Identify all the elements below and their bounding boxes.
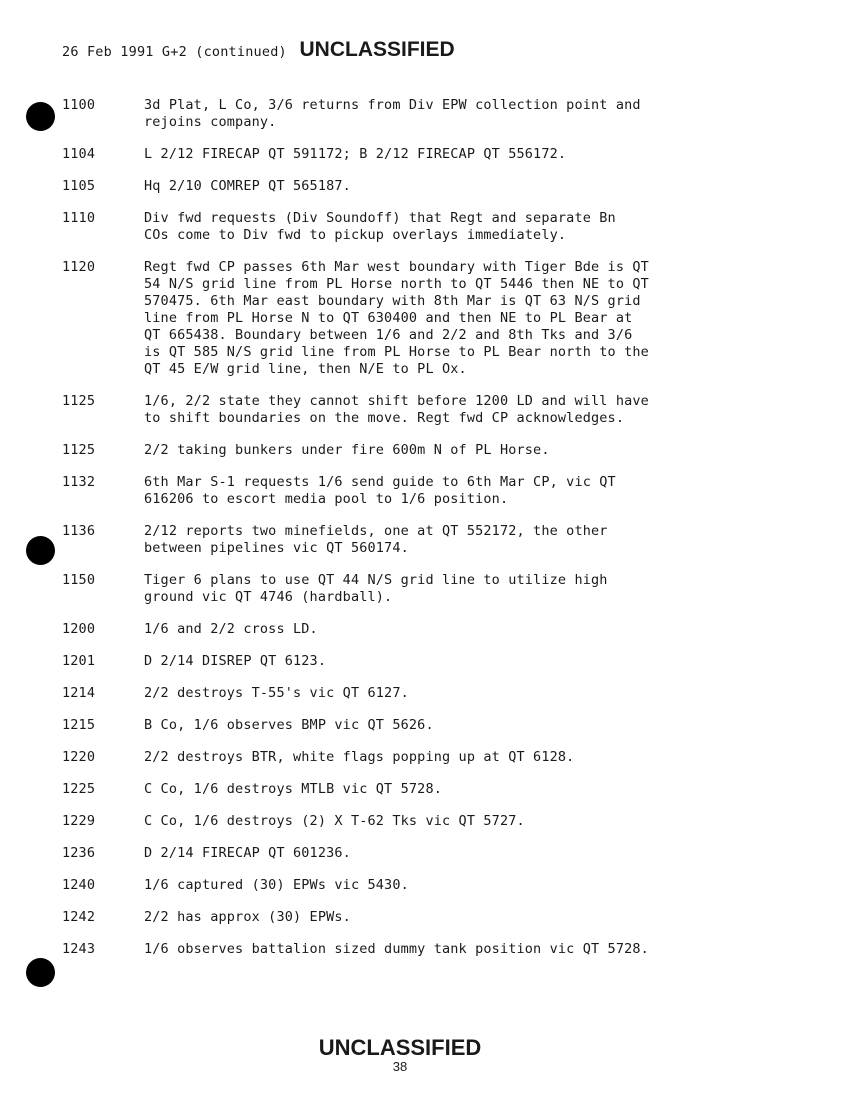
entry-time: 1105 (62, 178, 96, 194)
entry-time: 1125 (62, 442, 96, 458)
entry-time: 1200 (62, 621, 96, 637)
entry-time: 1215 (62, 717, 96, 733)
entry-text: 1/6 captured (30) EPWs vic 5430. (144, 877, 409, 893)
entry-time: 1236 (62, 845, 96, 861)
entry-text: 3d Plat, L Co, 3/6 returns from Div EPW collection point and rejoins company. (144, 97, 641, 130)
footer-classification: UNCLASSIFIED (318, 1035, 482, 1060)
log-entry (62, 717, 782, 734)
hole-punch-mark (26, 536, 55, 565)
entry-text: 2/12 reports two minefields, one at QT 552172, the other between pipelines vic QT 560174. (144, 523, 608, 556)
log-entry (62, 523, 782, 557)
entry-time: 1104 (62, 146, 96, 162)
hole-punch-mark (26, 958, 55, 987)
log-entry (62, 749, 782, 766)
log-entry (62, 474, 782, 508)
log-entries (62, 97, 782, 973)
entry-text: Regt fwd CP passes 6th Mar west boundary with Tiger Bde is QT 54 N/S grid line from PL Horse north to QT 5446 then NE to QT 570475. 6th Mar east boundary with 8th Mar is QT 63 N/S grid line from PL Horse N to QT 630400 and then NE to PL Bear at QT 665438. Boundary between 1/6 and 2/2 and 8th Tks and 3/6 is QT 585 N/S grid line from PL Horse to PL Bear north to the QT 45 E/W grid line, then N/E to PL Ox. (144, 259, 649, 377)
log-entry (62, 210, 782, 244)
log-entry (62, 877, 782, 894)
entry-time: 1225 (62, 781, 96, 797)
log-entry (62, 178, 782, 195)
log-entry (62, 146, 782, 163)
entry-text: 2/2 destroys BTR, white flags popping up at QT 6128. (144, 749, 575, 765)
entry-time: 1125 (62, 393, 96, 409)
entry-time: 1136 (62, 523, 96, 539)
entry-time: 1242 (62, 909, 96, 925)
hole-punch-mark (26, 102, 55, 131)
entry-text: 6th Mar S-1 requests 1/6 send guide to 6th Mar CP, vic QT 616206 to escort media pool to 1/6 position. (144, 474, 616, 507)
entry-time: 1110 (62, 210, 96, 226)
log-entry (62, 685, 782, 702)
entry-time: 1150 (62, 572, 96, 588)
log-entry (62, 781, 782, 798)
entry-text: L 2/12 FIRECAP QT 591172; B 2/12 FIRECAP QT 556172. (144, 146, 567, 162)
entry-text: Hq 2/10 COMREP QT 565187. (144, 178, 351, 194)
entry-time: 1229 (62, 813, 96, 829)
entry-text: D 2/14 FIRECAP QT 601236. (144, 845, 351, 861)
log-entry (62, 909, 782, 926)
entry-text: Div fwd requests (Div Soundoff) that Regt and separate Bn COs come to Div fwd to pickup overlays immediately. (144, 210, 616, 243)
entry-time: 1132 (62, 474, 96, 490)
entry-text: Tiger 6 plans to use QT 44 N/S grid line to utilize high ground vic QT 4746 (hardball). (144, 572, 608, 605)
log-entry (62, 572, 782, 606)
log-entry (62, 97, 782, 131)
entry-time: 1240 (62, 877, 96, 893)
entry-text: C Co, 1/6 destroys (2) X T-62 Tks vic QT 5727. (144, 813, 525, 829)
header-date-line: 26 Feb 1991 G+2 (continued) (62, 44, 287, 60)
log-entry (62, 442, 782, 459)
entry-time: 1100 (62, 97, 96, 113)
log-entry (62, 393, 782, 427)
log-entry (62, 813, 782, 830)
entry-text: 2/2 destroys T-55's vic QT 6127. (144, 685, 409, 701)
entry-time: 1120 (62, 259, 96, 275)
entry-time: 1201 (62, 653, 96, 669)
log-entry (62, 621, 782, 638)
entry-time: 1243 (62, 941, 96, 957)
entry-text: 1/6 observes battalion sized dummy tank position vic QT 5728. (144, 941, 649, 957)
page-number: 38 (392, 1059, 408, 1074)
entry-time: 1214 (62, 685, 96, 701)
entry-text: B Co, 1/6 observes BMP vic QT 5626. (144, 717, 434, 733)
log-entry (62, 845, 782, 862)
log-entry (62, 941, 782, 958)
entry-text: 1/6 and 2/2 cross LD. (144, 621, 318, 637)
log-entry (62, 653, 782, 670)
page-header (62, 38, 455, 64)
entry-text: 2/2 has approx (30) EPWs. (144, 909, 351, 925)
header-classification: UNCLASSIFIED (299, 38, 455, 61)
page-footer (0, 1036, 800, 1073)
entry-text: 1/6, 2/2 state they cannot shift before 1200 LD and will have to shift boundaries on the move. Regt fwd CP acknowledges. (144, 393, 649, 426)
entry-text: C Co, 1/6 destroys MTLB vic QT 5728. (144, 781, 442, 797)
entry-text: D 2/14 DISREP QT 6123. (144, 653, 327, 669)
log-entry (62, 259, 782, 378)
entry-text: 2/2 taking bunkers under fire 600m N of PL Horse. (144, 442, 550, 458)
entry-time: 1220 (62, 749, 96, 765)
